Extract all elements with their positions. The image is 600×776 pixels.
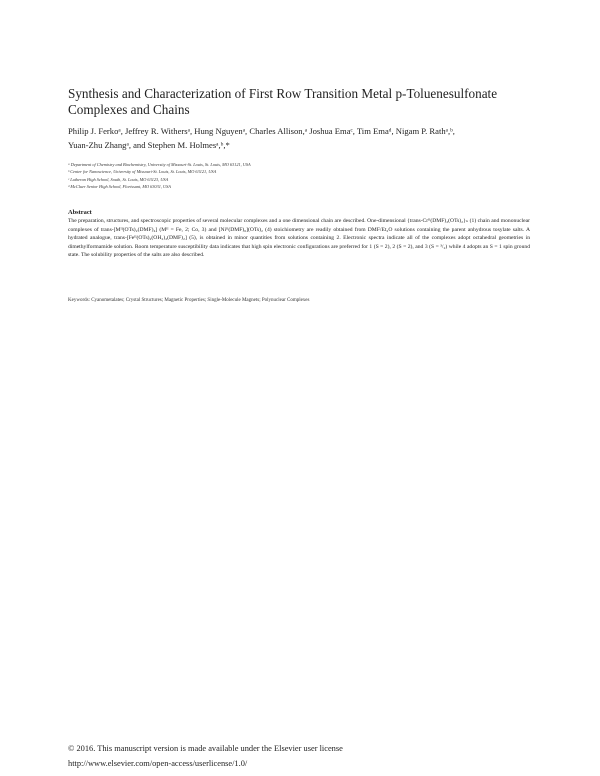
affiliations	[68, 161, 548, 190]
authors-line-1: Philip J. Ferkoᵃ, Jeffrey R. Withersᵃ, Hung Nguyenᵃ, Charles Allison,ᵃ Joshua Emaᶜ, Tim Emaᵈ, Nigam P. Rathᵃ,ᵇ,	[68, 126, 455, 136]
paper-title	[68, 86, 548, 118]
license-footer	[68, 741, 548, 771]
affiliation-d: ᵈ McCluer Senior High School, Florissant, MO 63031, USA	[68, 183, 171, 189]
license-notice: © 2016. This manuscript version is made available under the Elsevier user license	[68, 744, 343, 753]
abstract-text: The preparation, structures, and spectroscopic properties of several molecular complexes and a one dimensional chain are described. One-dimensional {trans-Crᴵᴵ(DMF)₂(OTs)₂}ₙ (1) chain and mononuclear complexes of trans-[Mᴵᴵ(OTs)₂(DMF)₄] (Mᴵᴵ = Fe, 2; Co, 3) and [Niᴵᴵ(DMF)₆](OTs)₂ (4) stoichiometry are readily obtained from DMF/Et₂O solutions containing the parent anhydrous tosylate salts. A hydrated analogue, trans-[Feᴵᴵ(OTs)₂(OH₂)₂(DMF)₂] (5), is obtained in minor quantities from solutions containing 2. Electronic spectra indicate all of the complexes adopt octahedral geometries in dimethylformamide solution. Room temperature susceptibility data indicates that high spin electronic configurations are preferred for 1 (S = 2), 2 (S = 2), and 3 (S = ³/₂) while 4 adopts an S = 1 spin ground state. The solubility properties of the salts are also described.	[68, 218, 530, 259]
abstract-heading: Abstract	[68, 209, 92, 216]
affiliation-a: ᵃ Department of Chemistry and Biochemistry, University of Missouri-St. Louis, St. Louis, MO 63121, USA	[68, 162, 251, 167]
affiliation-b: ᵇ Center for Nanoscience, University of Missouri-St. Louis, St. Louis, MO 63121, USA	[68, 169, 217, 175]
authors-line-2: Yuan-Zhu Zhangᵃ, and Stephen M. Holmesᵃ,ᵇ,*	[68, 140, 230, 150]
title-line-1: Synthesis and Characterization of First Row Transition Metal p-Toluenesulfonate	[68, 86, 498, 101]
title-line-2: Complexes and Chains	[68, 102, 190, 117]
affiliation-c: ᶜ Lutheran High School, South, St. Louis, MO 63123, USA	[68, 176, 169, 182]
author-list	[68, 124, 548, 152]
license-url[interactable]: http://www.elsevier.com/open-access/userlicense/1.0/	[68, 759, 248, 768]
keywords: Keywords: Cyanometalates; Crystal Structures; Magnetic Properties; Single-Molecule Magnets; Polynuclear Complexes	[68, 298, 310, 303]
